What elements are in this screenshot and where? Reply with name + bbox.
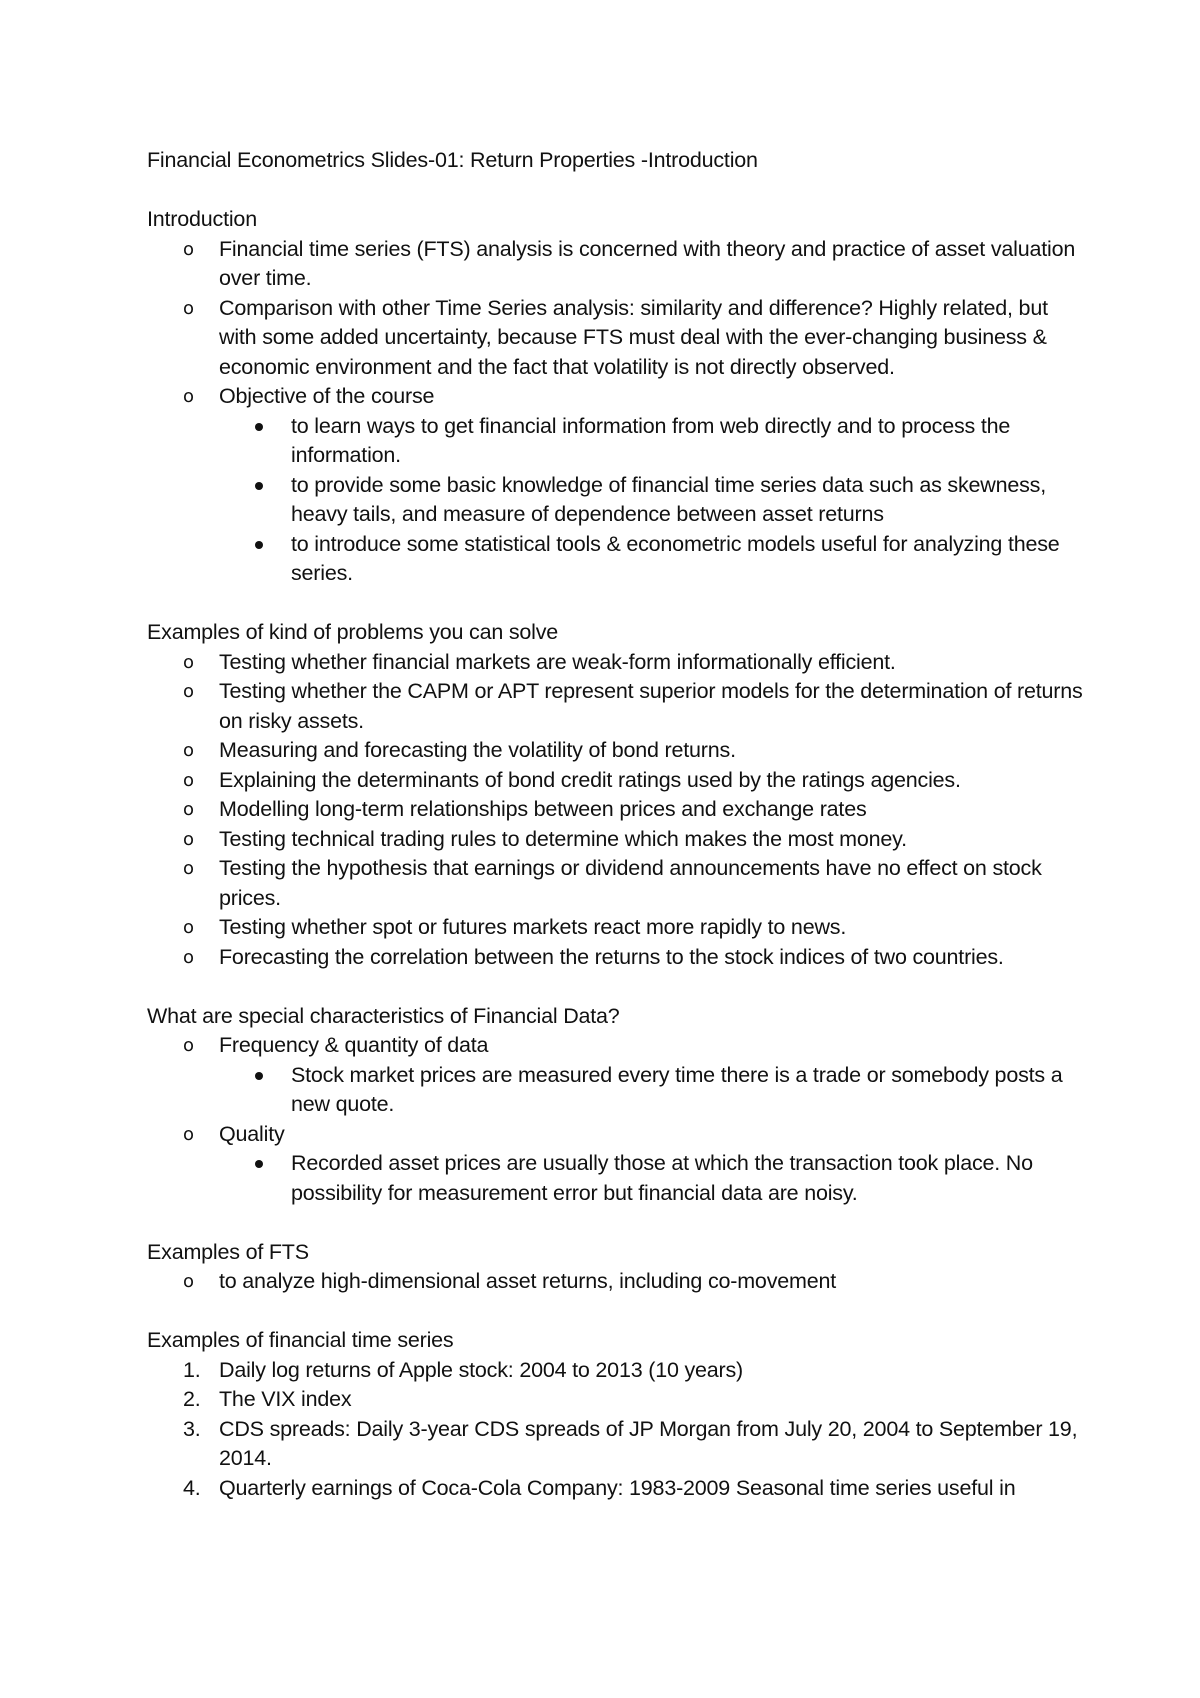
hollow-bullet-icon: o: [183, 946, 194, 968]
list-item-text: Testing whether the CAPM or APT represent superior models for the determination of returns on risky assets.: [219, 679, 1083, 733]
sub-list-item: [147, 530, 1087, 589]
list-item: [147, 825, 1087, 855]
numbered-item-text: Quarterly earnings of Coca-Cola Company: 1983-2009 Seasonal time series useful in: [219, 1475, 1016, 1500]
list-item: [147, 1120, 1087, 1150]
document-page: [147, 146, 1087, 1503]
list-item-text: Explaining the determinants of bond credit ratings used by the ratings agencies.: [219, 767, 961, 792]
list-item-text: Measuring and forecasting the volatility of bond returns.: [219, 738, 736, 762]
numbered-item: [147, 1356, 1087, 1386]
sub-list-item: [147, 1149, 1087, 1208]
list-item: [147, 1267, 1087, 1297]
item-number: 4.: [183, 1475, 201, 1500]
hollow-bullet-icon: o: [183, 651, 194, 673]
filled-bullet-icon: [255, 423, 263, 431]
list-item: [147, 854, 1087, 913]
sub-list-item-text: to introduce some statistical tools & econometric models useful for analyzing these series.: [291, 531, 1060, 585]
filled-bullet-icon: [255, 1072, 263, 1080]
hollow-bullet-icon: o: [183, 1035, 194, 1056]
list-item: [147, 943, 1087, 973]
filled-bullet-icon: [255, 482, 263, 490]
hollow-bullet-icon: o: [183, 1123, 194, 1145]
hollow-bullet-icon: o: [183, 858, 194, 879]
sub-list-item: [147, 412, 1087, 471]
section-heading-problems: Examples of kind of problems you can solve: [147, 620, 559, 644]
numbered-item: [147, 1415, 1087, 1474]
section-heading-characteristics: What are special characteristics of Financial Data?: [147, 1003, 620, 1028]
sub-list-item-text: to provide some basic knowledge of financial time series data such as skewness, heavy tails, and measure of dependence between asset returns: [291, 472, 1047, 526]
section-heading-series: Examples of financial time series: [147, 1328, 454, 1352]
sub-list-item-text: to learn ways to get financial information from web directly and to process the information.: [291, 413, 1011, 467]
section-heading-fts: Examples of FTS: [147, 1239, 309, 1264]
list-item: [147, 677, 1087, 736]
numbered-item-text: Daily log returns of Apple stock: 2004 to 2013 (10 years): [219, 1357, 744, 1382]
hollow-bullet-icon: o: [183, 828, 194, 850]
hollow-bullet-icon: o: [183, 740, 194, 761]
section-heading-introduction: Introduction: [147, 207, 257, 231]
numbered-item: [147, 1385, 1087, 1415]
list-item-text: Objective of the course: [219, 384, 435, 408]
hollow-bullet-icon: o: [183, 297, 194, 319]
hollow-bullet-icon: o: [183, 1271, 194, 1292]
hollow-bullet-icon: o: [183, 769, 194, 791]
list-item-text: Forecasting the correlation between the returns to the stock indices of two countries.: [219, 944, 1004, 969]
hollow-bullet-icon: o: [183, 917, 194, 938]
spacer: [147, 589, 1087, 619]
list-item-text: Comparison with other Time Series analysis: similarity and difference? Highly related, but with some added uncertainty, because FTS must deal with the ever-changing business & economic environment and the fact that volatility is not directly observed.: [219, 295, 1048, 379]
list-item-text: to analyze high-dimensional asset returns, including co-movement: [219, 1269, 836, 1293]
sub-list-item: [147, 471, 1087, 530]
list-item: [147, 235, 1087, 294]
sub-list-item-text: Stock market prices are measured every time there is a trade or somebody posts a new quote.: [291, 1062, 1063, 1116]
list-item-text: Testing whether spot or futures markets react more rapidly to news.: [219, 915, 847, 939]
list-item-text: Quality: [219, 1121, 285, 1146]
spacer: [147, 1297, 1087, 1327]
list-item: [147, 766, 1087, 796]
spacer: [147, 176, 1087, 206]
list-item: [147, 648, 1087, 678]
list-item-text: Frequency & quantity of data: [219, 1033, 489, 1057]
list-item-text: Testing whether financial markets are weak-form informationally efficient.: [219, 649, 896, 674]
list-item: [147, 736, 1087, 766]
filled-bullet-icon: [255, 1160, 263, 1168]
list-item-text: Modelling long-term relationships between prices and exchange rates: [219, 797, 867, 821]
hollow-bullet-icon: o: [183, 386, 194, 407]
numbered-item-text: CDS spreads: Daily 3-year CDS spreads of JP Morgan from July 20, 2004 to September 19, 2014.: [219, 1416, 1078, 1470]
sub-list-item: [147, 1061, 1087, 1120]
list-item: [147, 1031, 1087, 1061]
list-item-text: Testing technical trading rules to determine which makes the most money.: [219, 826, 907, 851]
list-item-text: Financial time series (FTS) analysis is concerned with theory and practice of asset valuation over time.: [219, 236, 1076, 290]
document-title: Financial Econometrics Slides-01: Return Properties -Introduction: [147, 148, 758, 172]
numbered-item: [147, 1474, 1087, 1504]
list-item: [147, 294, 1087, 383]
list-item-text: Testing the hypothesis that earnings or dividend announcements have no effect on stock prices.: [219, 856, 1042, 910]
hollow-bullet-icon: o: [183, 681, 194, 702]
list-item: [147, 382, 1087, 412]
list-item: [147, 913, 1087, 943]
item-number: 2.: [183, 1387, 201, 1411]
sub-list-item-text: Recorded asset prices are usually those at which the transaction took place. No possibility for measurement error but financial data are noisy.: [291, 1151, 1033, 1205]
numbered-item-text: The VIX index: [219, 1387, 352, 1411]
filled-bullet-icon: [255, 541, 263, 549]
hollow-bullet-icon: o: [183, 799, 194, 820]
item-number: 1.: [183, 1357, 201, 1382]
list-item: [147, 795, 1087, 825]
spacer: [147, 972, 1087, 1002]
spacer: [147, 1208, 1087, 1238]
hollow-bullet-icon: o: [183, 238, 194, 260]
item-number: 3.: [183, 1416, 201, 1441]
